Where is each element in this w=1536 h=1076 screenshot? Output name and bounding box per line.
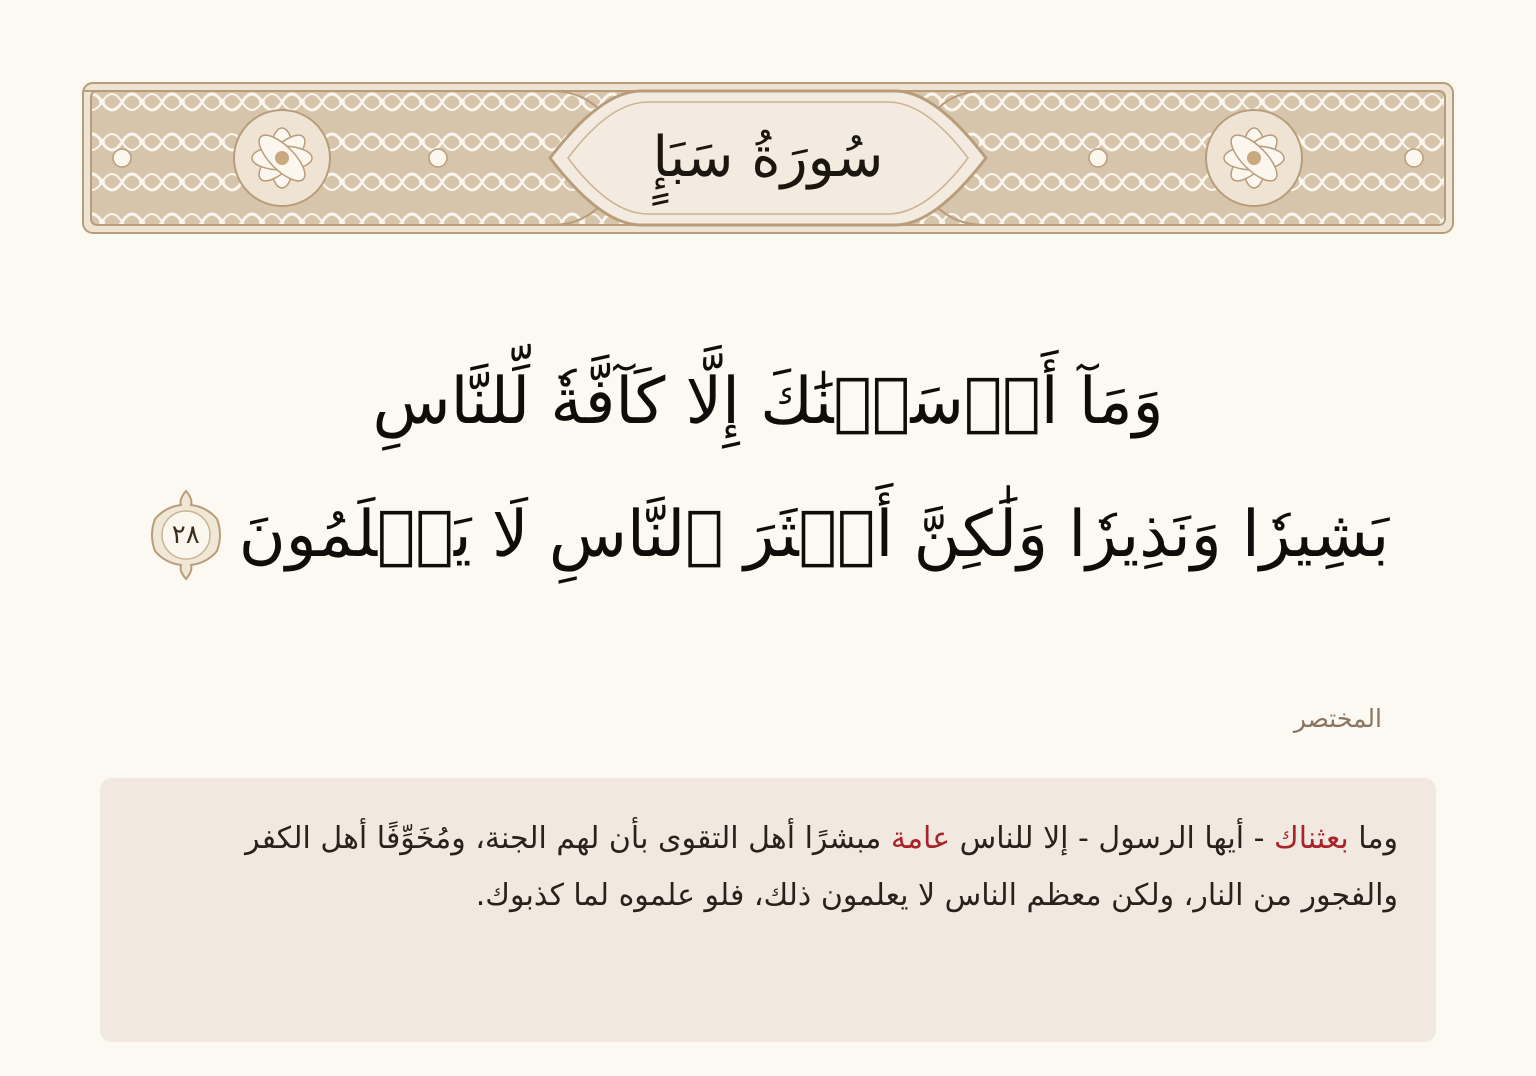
tafsir-segment: - أيها الرسول - إلا للناس	[950, 821, 1274, 856]
tafsir-text	[160, 810, 1398, 924]
verse-line-2-row	[90, 480, 1446, 590]
verse-line-2: بَشِيرٗا وَنَذِيرٗا وَلَٰكِنَّ أَكۡثَرَ ٱلنَّاسِ لَا يَعۡلَمُونَ	[238, 498, 1390, 572]
ayah-number: ٢٨	[171, 520, 200, 550]
ayah-marker[interactable]	[147, 489, 225, 581]
verse-line-1: وَمَآ أَرۡسَلۡنَٰكَ إِلَّا كَآفَّةٗ لِّلنَّاسِ	[372, 365, 1164, 439]
tafsir-box	[100, 778, 1436, 1042]
tafsir-highlight-word[interactable]: عامة	[890, 821, 951, 856]
tafsir-highlight-word[interactable]: بعثناك	[1273, 821, 1349, 856]
surah-title: سُورَةُ سَبَإٍ	[652, 125, 884, 190]
tafsir-source-label[interactable]: المختصر	[1293, 704, 1382, 733]
tafsir-segment: مبشرًا أهل التقوى بأن لهم الجنة، ومُخَوِّفًا أهل الكفر والفجور من النار، ولكن معظم الناس لا يعلمون ذلك، فلو علموه لما كذبوك.	[245, 821, 1398, 913]
verse-block	[90, 340, 1446, 590]
tafsir-segment: وما	[1348, 821, 1398, 856]
surah-header-banner	[82, 82, 1454, 234]
